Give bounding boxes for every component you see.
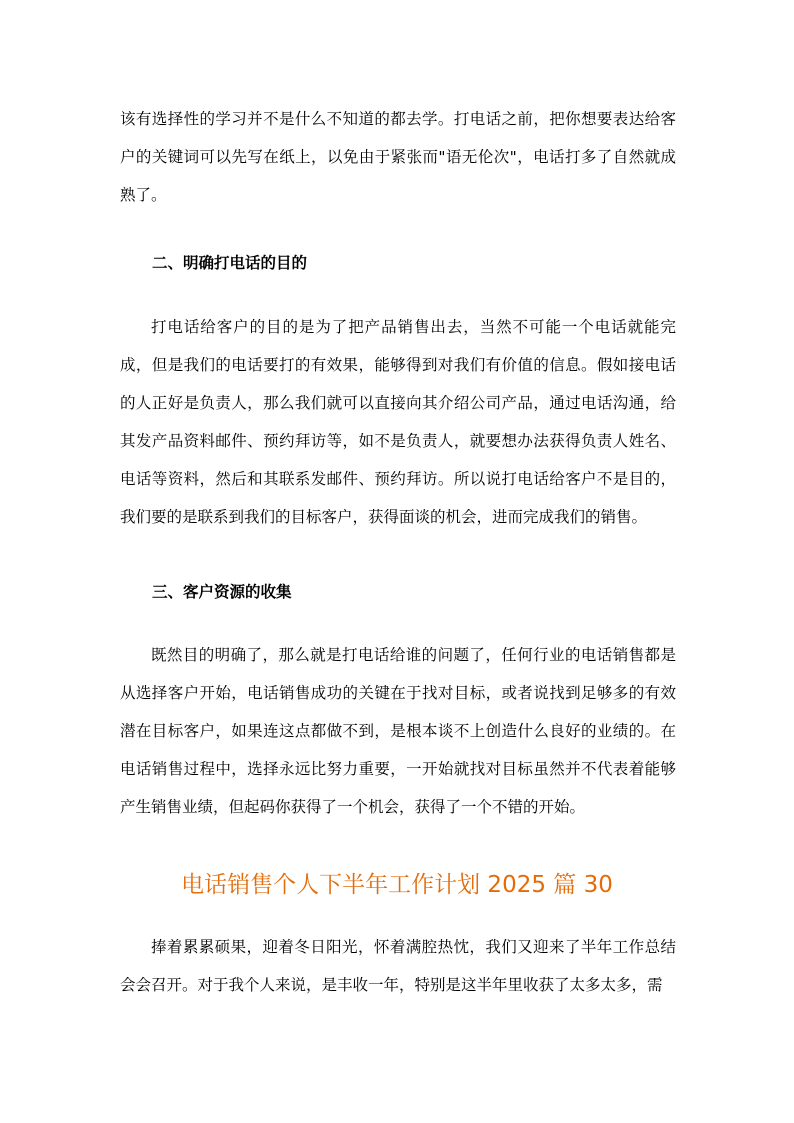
paragraph-summary-intro: 捧着累累硕果，迎着冬日阳光，怀着满腔热忱，我们又迎来了半年工作总结会会召开。对于我个人来说，是丰收一年，特别是这半年里收获了太多太多，需: [120, 938, 676, 994]
heading-purpose: 二、明确打电话的目的: [152, 254, 308, 272]
paragraph-continuation: 该有选择性的学习并不是什么不知道的都去学。打电话之前，把你想要表达给客户的关键词可以先写在纸上，以免由于紧张而"语无伦次"，电话打多了自然就成熟了。: [120, 110, 676, 204]
paragraph-purpose: 打电话给客户的目的是为了把产品销售出去，当然不可能一个电话就能完成，但是我们的电话要打的有效果，能够得到对我们有价值的信息。假如接电话的人正好是负责人，那么我们就可以直接向其介绍公司产品，通过电话沟通，给其发产品资料邮件、预约拜访等，如不是负责人，就要想办法获得负责人姓名、电话等资料，然后和其联系发邮件、预约拜访。所以说打电话给客户不是目的，我们要的是联系到我们的目标客户，获得面谈的机会，进而完成我们的销售。: [120, 318, 676, 526]
heading-customer-resources: 三、客户资源的收集: [152, 583, 292, 601]
section-title: 电话销售个人下半年工作计划 2025 篇 30: [181, 872, 613, 898]
paragraph-customer-resources: 既然目的明确了，那么就是打电话给谁的问题了，任何行业的电话销售都是从选择客户开始，电话销售成功的关键在于找对目标，或者说找到足够多的有效潜在目标客户，如果连这点都做不到，是根本谈不上创造什么良好的业绩的。在电话销售过程中，选择永远比努力重要，一开始就找对目标虽然并不代表着能够产生销售业绩，但起码你获得了一个机会，获得了一个不错的开始。: [120, 646, 676, 816]
